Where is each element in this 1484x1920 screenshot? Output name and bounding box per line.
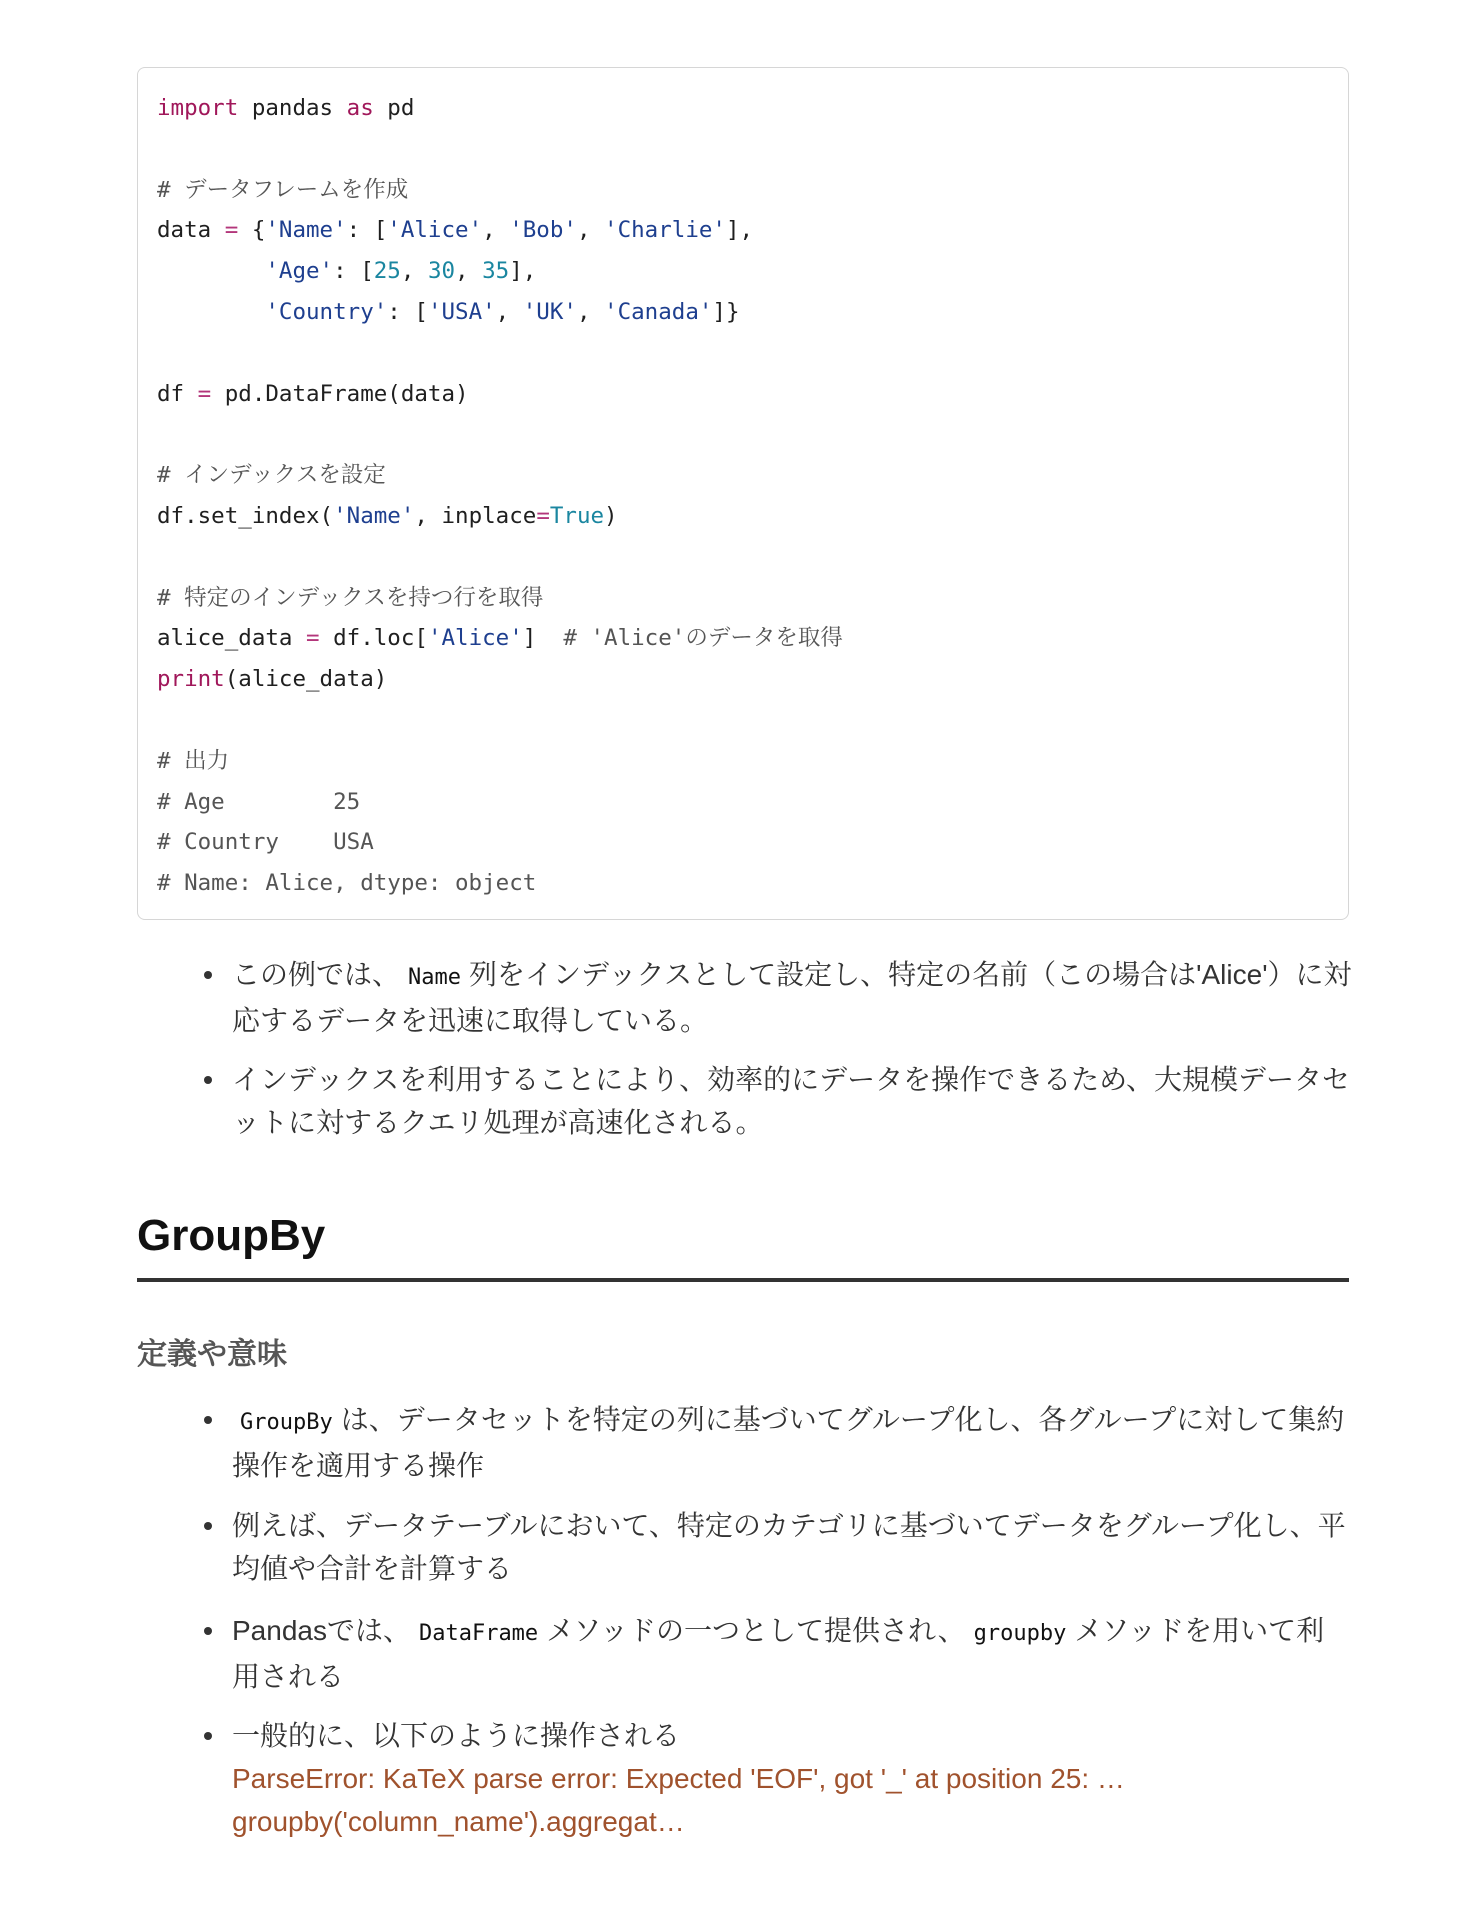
code-text: : [ [346, 217, 388, 244]
list-text: 列をインデックスとして設定し、特定の名前（この場合は'Alice'）に対応するデータを迅速に取得している。 [232, 959, 1352, 1036]
code-line-blank [157, 129, 1329, 170]
code-string: 'Bob' [509, 217, 577, 244]
bullet-icon [204, 971, 212, 979]
code-line-14 [157, 618, 1329, 659]
code-text: ) [604, 502, 618, 529]
code-text: : [ [387, 298, 428, 325]
code-text: (alice_data) [224, 666, 388, 693]
code-text: , [482, 217, 510, 244]
list-item [232, 1058, 1352, 1144]
inline-code: GroupBy [240, 1410, 333, 1435]
code-number: 30 [427, 258, 456, 285]
code-indent [157, 299, 265, 325]
code-text: : [ [333, 258, 374, 285]
code-string: 'Country' [265, 298, 388, 325]
code-text: ], [509, 258, 537, 285]
code-text: df.set_index( [157, 502, 334, 529]
code-text: alice_data [157, 625, 307, 652]
list-item [232, 1504, 1352, 1590]
code-line-blank [157, 537, 1329, 578]
code-string: 'Name' [333, 502, 415, 529]
code-number: 35 [482, 258, 510, 285]
code-operator: = [306, 625, 320, 652]
code-line-20 [157, 863, 1329, 904]
code-text: df.loc[ [319, 625, 428, 652]
code-string: 'Canada' [604, 298, 713, 325]
code-text: { [238, 217, 266, 244]
code-line-blank [157, 414, 1329, 455]
code-comment: # 出力 [157, 747, 230, 774]
code-line-blank [157, 700, 1329, 741]
code-text: pd.DataFrame(data) [211, 380, 469, 407]
katex-error-message: ParseError: KaTeX parse error: Expected 'EOF', got '_' at position 25: … [232, 1763, 1125, 1794]
code-comment: # Name: Alice, dtype: object [157, 870, 537, 897]
code-string: 'Name' [265, 217, 347, 244]
code-text: , [495, 298, 523, 325]
bullet-icon [204, 1522, 212, 1530]
code-string: 'Alice' [387, 217, 483, 244]
bullet-icon [204, 1627, 212, 1635]
code-comment: # Country USA [157, 829, 374, 856]
inline-code: Name [408, 965, 461, 990]
list-item [232, 1398, 1352, 1487]
code-text: data [157, 217, 225, 244]
list-text: メソッドの一つとして提供され、 [546, 1615, 966, 1646]
code-text: , inplace [414, 502, 537, 529]
code-line-5 [157, 251, 1329, 292]
code-line-3 [157, 170, 1329, 211]
list-text: この例では、 [232, 959, 401, 990]
code-comment: # データフレームを作成 [157, 176, 409, 203]
code-line-8 [157, 374, 1329, 415]
code-line-17 [157, 741, 1329, 782]
list-text: 一般的に、以下のように操作される [232, 1720, 681, 1751]
code-keyword: import [157, 95, 239, 121]
code-comment: # インデックスを設定 [157, 462, 386, 489]
bullet-icon [204, 1732, 212, 1740]
code-string: 'UK' [522, 298, 577, 325]
code-string: 'Alice' [427, 625, 523, 652]
code-text: , [455, 258, 483, 285]
list-text: メソッドを用いて利用される [232, 1615, 1325, 1692]
code-text: ]} [712, 298, 740, 325]
katex-error-message: groupby('column_name').aggregat… [232, 1806, 685, 1837]
code-operator: = [224, 217, 239, 244]
code-line-18 [157, 782, 1329, 823]
code-line-11 [157, 496, 1329, 537]
subsection-heading: 定義や意味 [137, 1338, 287, 1371]
code-block [137, 67, 1349, 920]
code-line-10 [157, 455, 1329, 496]
list-text: Pandasでは、 [232, 1615, 411, 1646]
code-operator: = [197, 380, 212, 407]
section-heading: GroupBy [137, 1211, 326, 1260]
code-text: df [157, 380, 198, 407]
code-line-13 [157, 578, 1329, 619]
code-keyword: print [157, 666, 225, 693]
list-text: は、データセットを特定の列に基づいてグループ化し、各グループに対して集約操作を適用する操作 [232, 1404, 1345, 1481]
code-line-blank [157, 333, 1329, 374]
code-line-6 [157, 292, 1329, 333]
code-number: 25 [373, 258, 401, 285]
code-keyword: as [346, 95, 374, 121]
code-string: 'Age' [265, 258, 334, 285]
code-line-15 [157, 659, 1329, 700]
code-keyword: True [549, 502, 605, 529]
code-string: 'Charlie' [604, 217, 726, 244]
code-text: pd [373, 95, 415, 121]
code-line-19 [157, 822, 1329, 863]
code-text: , [576, 298, 605, 325]
bullet-icon [204, 1416, 212, 1424]
code-text: ], [725, 217, 754, 244]
list-item [232, 1714, 1352, 1843]
code-text: , [576, 217, 605, 244]
code-indent [157, 258, 265, 284]
code-text: pandas [238, 95, 347, 121]
heading-divider [137, 1278, 1349, 1282]
code-comment: # 特定のインデックスを持つ行を取得 [157, 584, 544, 611]
list-text: 例えば、データテーブルにおいて、特定のカテゴリに基づいてデータをグループ化し、平均値や合計を計算する [232, 1510, 1346, 1584]
list-item [232, 953, 1352, 1042]
code-operator: = [536, 502, 550, 529]
code-text: ] [522, 625, 564, 652]
code-line-4 [157, 210, 1329, 251]
list-text: インデックスを利用することにより、効率的にデータを操作できるため、大規模データセットに対するクエリ処理が高速化される。 [232, 1064, 1351, 1138]
inline-code: groupby [973, 1621, 1067, 1646]
code-text: , [400, 258, 428, 285]
inline-code: DataFrame [418, 1621, 539, 1646]
code-comment: # 'Alice'のデータを取得 [563, 625, 843, 652]
code-comment: # Age 25 [157, 788, 361, 815]
code-string: 'USA' [427, 298, 496, 325]
code-line-1 [157, 88, 1329, 129]
list-item [232, 1609, 1352, 1698]
bullet-icon [204, 1076, 212, 1084]
